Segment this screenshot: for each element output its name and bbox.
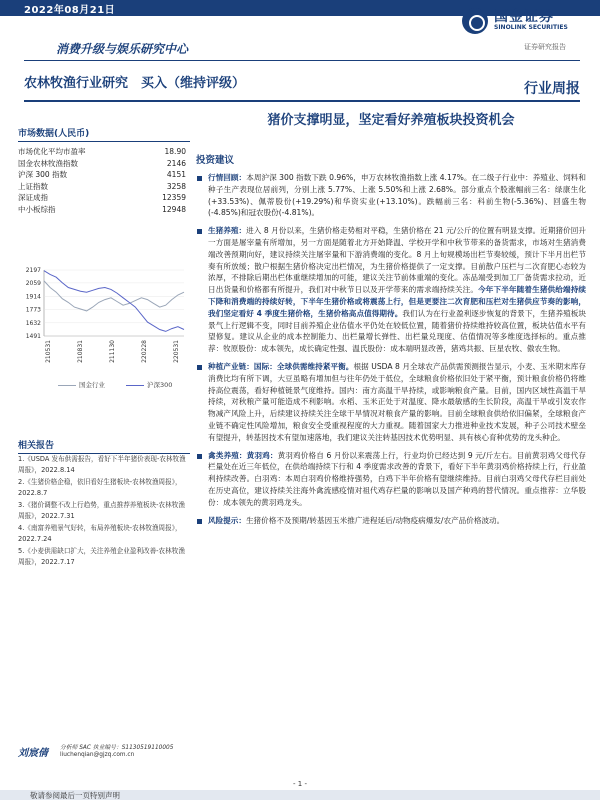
analyst-email[interactable]: liuchenqian@gjzq.com.cn xyxy=(60,752,135,758)
market-data-table xyxy=(18,146,186,215)
bullet-lead: 禽类养殖：黄羽鸡： xyxy=(208,450,278,460)
research-center-name: 消费升级与娱乐研究中心 xyxy=(56,42,189,56)
market-row-value: 2146 xyxy=(166,158,186,168)
market-row-label: 市场优化平均市盈率 xyxy=(18,147,86,157)
market-row-label: 上证指数 xyxy=(18,181,48,191)
legend-label-industry: 国金行业 xyxy=(79,381,105,389)
footer-disclaimer: 敬请参阅最后一页特别声明 xyxy=(30,791,120,800)
company-logo xyxy=(462,4,582,42)
market-data-title: 市场数据(人民币) xyxy=(18,126,190,142)
report-date: 2022年08月21日 xyxy=(24,5,116,16)
analyst-info xyxy=(18,742,190,768)
investment-bullet xyxy=(196,172,586,219)
legend-swatch-industry xyxy=(58,385,76,386)
header-divider xyxy=(24,60,580,61)
related-report-item[interactable]: 5.《小麦供需缺口扩大，关注养殖企业盈利改善-农林牧渔周报》，2022.7.17 xyxy=(18,547,185,566)
x-tick-label: 211130 xyxy=(109,340,116,363)
main-title: 猪价支撑明显，坚定看好养殖板块投资机会 xyxy=(267,113,515,128)
chart-legend xyxy=(18,378,190,390)
index-chart xyxy=(18,264,190,372)
market-data-section xyxy=(18,126,190,215)
index-chart-svg xyxy=(18,264,190,372)
bullet-text: 进入 8 月份以来，生猪价格走势相对平稳，生猪价格在 21 元/公斤的位置有明显支撑。近期猪价回升一方面是屠宰量有所增加，另一方面是随着北方开始降温、学校开学和中秋节带来的备货需求，市场对生猪消费端改善预期向好，建议持续关注屠宰量和下游消费端的变化。8 月上旬规模场出栏节奏较缓，预计下半月出栏节奏有所放缓；散户根据生猪价格决定出栏情况，为生猪价格提供了一定支撑。目前散户压栏与二次育肥心态较为浓厚，不排除后期出栏体重继续增加的可能，建议关注节前体重端的变化。冻品端受到加工厂备货需求拉动，近日出货量和价格都有所提升，我们对中秋节日以及开学带来的需求端持续关注。 xyxy=(208,226,587,295)
bullet-text: 生猪价格不及预期/转基因玉米推广进程延后/动物疫病爆发/农产品价格波动。 xyxy=(245,515,505,525)
logo-en-text: SINOLINK SECURITIES xyxy=(494,24,568,31)
logo-subtitle: 证券研究报告 xyxy=(524,43,566,51)
y-tick-label: 2197 xyxy=(25,267,41,274)
y-tick-label: 2059 xyxy=(25,279,41,287)
y-tick-label: 1773 xyxy=(25,306,41,314)
header-divider-thick xyxy=(24,100,580,102)
legend-item-hs300 xyxy=(126,380,172,389)
legend-swatch-hs300 xyxy=(126,385,144,386)
x-tick-label: 220531 xyxy=(173,340,180,363)
y-tick-label: 1914 xyxy=(25,293,41,301)
legend-item-industry xyxy=(58,380,105,389)
series-line-1 xyxy=(44,271,184,332)
related-reports-title: 相关报告 xyxy=(18,438,190,454)
bullet-lead: 风险提示： xyxy=(208,515,246,525)
market-row-value: 12948 xyxy=(162,204,186,214)
market-row-label: 国金农林牧渔指数 xyxy=(18,158,78,168)
page-number: - 1 - xyxy=(293,780,307,788)
logo-mark-icon xyxy=(462,8,488,34)
bullet-text: 黄羽鸡价格自 6 月份以来震荡上行，行业均价已经达到 9 元/斤左右。目前黄羽鸡父母代存栏量处在近三年低位，在供给端持续下行和 4 季度需求改善的背景下，看好下半年黄羽鸡价格持续上行，行业盈利持续改善。白羽鸡：本周白羽鸡价格维持强势，白鸡下半年价格有望继续维持。目前白羽鸡父母代存栏目前处在历史高位，建议持续关注海外禽流感疫情对祖代鸡存栏量的影响以及国产种鸡的替代情况。重点推荐：立华股份：成本领先的黄羽鸡龙头。 xyxy=(208,450,587,507)
report-kind: 行业周报 xyxy=(524,81,580,97)
bullet-tail: 我们认为在行业盈利逐步恢复的背景下，生猪养殖板块景气上行逻辑不变，同时目前养殖企业估值水平仍处在较低位置，随着猪价持续维持较高位置，板块估值水平有望修复。建议从企业的成本控制能力、出栏量增长弹性、出栏量兑现度、估值情况等多维度选择标的。重点推荐：牧原股份：成本领先，成长确定性强、温氏股份：成本端明显改善，猪鸡共振、巨星农牧、傲农生物。 xyxy=(208,308,586,354)
x-tick-label: 210531 xyxy=(45,340,52,363)
report-type: 农林牧渔行业研究 买入（维持评级） xyxy=(24,76,246,91)
bullet-lead: 种植产业链：国际：全球供需维持紧平衡。 xyxy=(208,361,354,371)
market-row-label: 中小板综指 xyxy=(18,204,56,214)
market-row-label: 沪深 300 指数 xyxy=(18,170,68,180)
market-row-value: 12359 xyxy=(162,193,186,203)
bullet-text: 根据 USDA 8 月全球农产品供需预测报告显示，小麦、玉米期末库存消费比均有所下调，大豆虽略有增加但与往年仍处于低位，全球粮食价格依旧处于紧平衡，预计粮食价格仍将维持高位震荡，看好种植链景气度维持。国内：南方高温干旱持续，或影响粮食产量。目前，国内区域性高温干旱持续，对秋粮产量可能造成不利影响。水稻、玉米正处于对温度、降水最敏感的生长阶段，高温干旱或引发农作物减产风险上升，后续建议持续关注全球干旱情况对粮食产量的影响。目前全球粮食供给依旧偏紧，全球粮食产业链不确定性风险增加，粮食安全受重视程度的大力重视。随着国家大力推进种业技术发展，种子公司技术壁垒有望提升，转基因技术有望加速落地，我们建议关注转基因技术优势明显、具有核心育种优势的龙头种企。 xyxy=(208,361,587,442)
investment-bullet xyxy=(196,450,586,509)
x-tick-label: 210831 xyxy=(77,340,84,363)
bullet-emphasis: 今年下半年随着生猪供给端持续下降和消费端的持续好转，下半年生猪价格或将震荡上行，但是更要注二次育肥和压栏对生猪供应节奏的影响，我们坚定看好 4 季度生猪价格，生猪价格高点值得期待。 xyxy=(208,285,587,318)
x-tick-label: 220228 xyxy=(141,340,148,363)
y-tick-label: 1491 xyxy=(25,333,41,340)
market-row-value: 3258 xyxy=(166,181,186,191)
analyst-name: 刘宸倩 xyxy=(18,748,48,759)
main-content xyxy=(196,112,586,532)
analyst-credential: 分析师 SAC 执业编号：S1130519110005 xyxy=(60,745,174,751)
related-report-item[interactable]: 3.《猪价调整不改上行趋势，重点推荐养殖板块-农林牧渔周报》，2022.7.31 xyxy=(18,501,185,520)
market-row-value: 4151 xyxy=(166,170,186,180)
market-row xyxy=(18,158,186,170)
related-report-item[interactable]: 1.《USDA 发布供需报告，看好下半年猪价表现-农林牧渔周报》，2022.8.14 xyxy=(18,455,186,474)
y-tick-label: 1632 xyxy=(25,319,41,327)
market-row xyxy=(18,181,186,193)
related-report-item[interactable]: 4.《南富养殖景气好转，布局养殖板块-农林牧渔周报》，2022.7.24 xyxy=(18,524,182,543)
market-row xyxy=(18,192,186,204)
investment-bullets xyxy=(196,172,586,526)
market-row xyxy=(18,204,186,216)
related-reports-section xyxy=(18,438,190,454)
investment-bullet xyxy=(196,225,586,355)
market-row-value: 18.90 xyxy=(164,147,186,157)
legend-label-hs300: 沪深300 xyxy=(147,381,173,389)
investment-bullet xyxy=(196,515,586,527)
bullet-lead: 行情回顾： xyxy=(208,173,247,182)
investment-advice-title: 投资建议 xyxy=(196,155,235,166)
related-reports-list xyxy=(18,454,190,569)
bullet-lead: 生猪养殖： xyxy=(208,226,247,236)
bullet-text: 本周沪深 300 指数下跌 0.96%，申万农林牧渔指数上涨 4.17%。在二级子行业中：养殖业、饲料和种子生产表现位居前列，分别上涨 5.77%、上涨 5.50%和上涨 2.68%。部分重点个股涨幅前三名：绿康生化(+33.53%)、佩蒂股份(+19.29%)和华资实业(+13.10%)。跌幅前三名：科前生物(-5.36%)、回盛生物(-4.85%)和冠农股份(-4.81%)。 xyxy=(208,173,586,218)
logo-cn-text: 国金证券 xyxy=(494,9,554,25)
market-row-label: 深证成指 xyxy=(18,193,48,203)
market-row xyxy=(18,146,186,158)
related-report-item[interactable]: 2.《生猪价格企稳，依旧看好生猪板块-农林牧渔周报》，2022.8.7 xyxy=(18,478,182,497)
investment-bullet xyxy=(196,361,586,444)
market-row xyxy=(18,169,186,181)
report-header-row xyxy=(24,68,580,98)
